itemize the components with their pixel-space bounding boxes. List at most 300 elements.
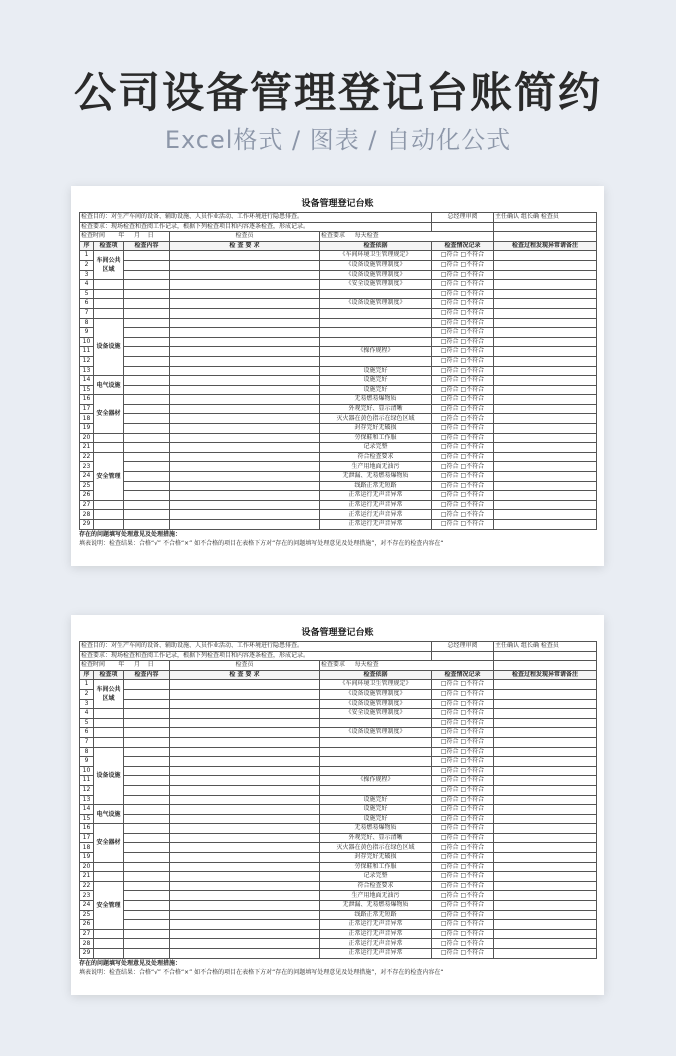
content-cell [124,891,170,901]
result-cell: □符合 □不符合 [432,689,494,699]
content-cell [124,299,170,309]
content-cell [124,814,170,824]
category-cell [94,862,124,872]
requirement-cell [170,251,320,261]
content-cell [124,901,170,911]
check-time-label: 检查时间 [81,661,106,669]
result-cell: □符合 □不符合 [432,709,494,719]
result-cell: □符合 □不符合 [432,824,494,834]
check-req-cell [320,232,494,242]
remark-cell [494,356,597,366]
content-cell [124,318,170,328]
requirement-cell [170,872,320,882]
table-row [80,939,597,949]
result-cell: □符合 □不符合 [432,424,494,434]
table-row [80,776,597,786]
basis-cell [320,356,432,366]
basis-cell: 《设备设施管理制度》 [320,299,432,309]
remark-cell [494,452,597,462]
requirement-cell [170,901,320,911]
requirement-cell [170,737,320,747]
remark-cell [494,929,597,939]
result-cell: □符合 □不符合 [432,289,494,299]
row-number: 28 [80,939,94,949]
issues-label: 存在的问题填写处理意见及处理措施： [79,530,182,538]
remark-cell [494,862,597,872]
requirement-cell [170,356,320,366]
remark-cell [494,328,597,338]
requirement-cell [170,785,320,795]
header-no: 序 [80,670,94,680]
row-number: 15 [80,814,94,824]
requirement-cell [170,433,320,443]
result-cell: □符合 □不符合 [432,280,494,290]
content-cell [124,462,170,472]
category-cell: 安全器材 [94,395,124,433]
table-row [80,862,597,872]
category-cell [94,443,124,453]
basis-cell: 《设备设施管理制度》 [320,260,432,270]
requirement-cell [170,299,320,309]
category-cell: 车间公共区域 [94,680,124,709]
remark-cell [494,910,597,920]
row-number: 7 [80,308,94,318]
remark-cell [494,424,597,434]
table-row [80,510,597,520]
table-row [80,491,597,501]
general-manager-review: 总经理审阅 [432,213,494,223]
header-requirement: 检 查 要 求 [170,670,320,680]
row-number: 15 [80,385,94,395]
basis-cell: 《车间环境卫生管理规定》 [320,251,432,261]
result-cell: □符合 □不符合 [432,939,494,949]
remark-cell [494,500,597,510]
header-item: 检查项 [94,670,124,680]
result-cell: □符合 □不符合 [432,680,494,690]
result-cell: □符合 □不符合 [432,747,494,757]
remark-cell [494,472,597,482]
ledger-preview-2 [71,615,604,995]
requirement-cell [170,805,320,815]
row-number: 9 [80,328,94,338]
remark-cell [494,280,597,290]
result-cell: □符合 □不符合 [432,472,494,482]
basis-cell: 设施完好 [320,805,432,815]
remark-cell [494,718,597,728]
remark-cell [494,901,597,911]
row-number: 18 [80,843,94,853]
requirement-cell [170,814,320,824]
table-row [80,795,597,805]
content-cell [124,853,170,863]
table-row [80,472,597,482]
table-row [80,328,597,338]
requirement-cell [170,491,320,501]
result-cell: □符合 □不符合 [432,308,494,318]
content-cell [124,520,170,530]
remark-cell [494,891,597,901]
check-requirement: 检查要求：现场检查和查阅工作记录，根据下列检查项目和内容逐条检查，形成记录。 [80,222,432,232]
result-cell: □符合 □不符合 [432,718,494,728]
row-number: 2 [80,689,94,699]
content-cell [124,260,170,270]
row-number: 19 [80,424,94,434]
content-cell [124,881,170,891]
requirement-cell [170,280,320,290]
remark-cell [494,462,597,472]
row-number: 18 [80,414,94,424]
blank-cell [494,651,597,661]
result-cell: □符合 □不符合 [432,347,494,357]
requirement-cell [170,289,320,299]
basis-cell: 正常运行无声音异常 [320,520,432,530]
basis-cell: 《安全设施管理制度》 [320,709,432,719]
basis-cell: 《操作规程》 [320,347,432,357]
content-cell [124,491,170,501]
content-cell [124,452,170,462]
table-row [80,843,597,853]
content-cell [124,289,170,299]
content-cell [124,337,170,347]
remark-cell [494,385,597,395]
requirement-cell [170,510,320,520]
requirement-cell [170,520,320,530]
table-row [80,689,597,699]
remark-cell [494,318,597,328]
result-cell: □符合 □不符合 [432,328,494,338]
requirement-cell [170,452,320,462]
check-req-label: 检查要求 [321,661,346,669]
inspector-cell: 检查员 [170,661,320,671]
remark-cell [494,680,597,690]
content-cell [124,414,170,424]
category-cell: 电气设施 [94,376,124,395]
row-number: 14 [80,805,94,815]
table-row [80,766,597,776]
basis-cell: 设施完好 [320,366,432,376]
year-label: 年 [118,232,125,240]
requirement-cell [170,699,320,709]
result-cell: □符合 □不符合 [432,853,494,863]
blank-cell [494,222,597,232]
table-row [80,424,597,434]
requirement-cell [170,443,320,453]
basis-cell: 灭火器在黄色指示在绿色区域 [320,843,432,853]
content-cell [124,795,170,805]
content-cell [124,862,170,872]
table-row [80,824,597,834]
basis-cell: 记录完整 [320,443,432,453]
table-row [80,308,597,318]
inspector-label: 检查员 [540,642,559,650]
remark-cell [494,939,597,949]
row-number: 6 [80,728,94,738]
header-content: 检查内容 [124,670,170,680]
content-cell [124,689,170,699]
content-cell [124,433,170,443]
basis-cell: 正常运行无声音异常 [320,510,432,520]
requirement-cell [170,843,320,853]
remark-cell [494,949,597,959]
row-number: 3 [80,270,94,280]
table-row [80,289,597,299]
remark-cell [494,766,597,776]
signoff-cell [494,213,597,223]
category-cell: 设备设施 [94,318,124,376]
table-row [80,699,597,709]
table-row [80,718,597,728]
content-cell [124,833,170,843]
basis-cell: 正常运行无声音异常 [320,929,432,939]
category-cell [94,718,124,728]
basis-cell: 《安全设施管理制度》 [320,280,432,290]
requirement-cell [170,776,320,786]
basis-cell: 正常运行无声音异常 [320,500,432,510]
requirement-cell [170,939,320,949]
table-row [80,299,597,309]
row-number: 23 [80,462,94,472]
remark-cell [494,520,597,530]
requirement-cell [170,500,320,510]
basis-cell [320,337,432,347]
team-leader-sign: 组长确 [520,213,539,221]
result-cell: □符合 □不符合 [432,929,494,939]
remark-cell [494,433,597,443]
requirement-cell [170,404,320,414]
header-basis: 检查依据 [320,241,432,251]
row-number: 7 [80,737,94,747]
requirement-cell [170,462,320,472]
table-row [80,366,597,376]
result-cell: □符合 □不符合 [432,881,494,891]
basis-cell [320,757,432,767]
row-number: 6 [80,299,94,309]
requirement-cell [170,747,320,757]
category-cell: 安全器材 [94,824,124,862]
remark-cell [494,376,597,386]
table-row [80,385,597,395]
row-number: 9 [80,757,94,767]
basis-cell: 无泄漏、无易燃易爆物质 [320,472,432,482]
remark-cell [494,824,597,834]
basis-cell: 符合检查要求 [320,452,432,462]
row-number: 25 [80,481,94,491]
row-number: 10 [80,766,94,776]
requirement-cell [170,318,320,328]
basis-cell: 《设备设施管理制度》 [320,728,432,738]
requirement-cell [170,680,320,690]
table-row [80,872,597,882]
day-label: 日 [147,232,154,240]
content-cell [124,376,170,386]
result-cell: □符合 □不符合 [432,891,494,901]
basis-cell: 劳保鞋和工作服 [320,433,432,443]
content-cell [124,280,170,290]
remark-cell [494,404,597,414]
remark-cell [494,251,597,261]
content-cell [124,737,170,747]
table-row [80,347,597,357]
table-row [80,318,597,328]
requirement-cell [170,308,320,318]
content-cell [124,805,170,815]
row-number: 20 [80,433,94,443]
blank-cell [494,661,597,671]
basis-cell: 《操作规程》 [320,776,432,786]
content-cell [124,757,170,767]
table-row [80,680,597,690]
remark-cell [494,795,597,805]
category-cell [94,709,124,719]
result-cell: □符合 □不符合 [432,901,494,911]
check-req-label: 检查要求 [321,232,346,240]
requirement-cell [170,337,320,347]
row-number: 27 [80,500,94,510]
content-cell [124,356,170,366]
result-cell: □符合 □不符合 [432,520,494,530]
result-cell: □符合 □不符合 [432,910,494,920]
table-row [80,443,597,453]
basis-cell: 《车间环境卫生管理规定》 [320,680,432,690]
remark-cell [494,491,597,501]
row-number: 19 [80,853,94,863]
table-row [80,881,597,891]
row-number: 10 [80,337,94,347]
requirement-cell [170,347,320,357]
requirement-cell [170,718,320,728]
requirement-cell [170,424,320,434]
basis-cell [320,766,432,776]
remark-cell [494,747,597,757]
result-cell: □符合 □不符合 [432,814,494,824]
remark-cell [494,872,597,882]
row-number: 4 [80,280,94,290]
daily-check: 每天检查 [354,661,379,669]
row-number: 27 [80,929,94,939]
requirement-cell [170,376,320,386]
content-cell [124,510,170,520]
content-cell [124,500,170,510]
basis-cell: 设施完好 [320,376,432,386]
requirement-cell [170,929,320,939]
basis-cell: 外观完好、显示清晰 [320,833,432,843]
basis-cell: 封存完好无破损 [320,424,432,434]
category-cell [94,500,124,510]
requirement-cell [170,881,320,891]
remark-cell [494,481,597,491]
fill-note: 填表说明：检查结果：合格“√” 不合格“×” 如不合格的项目在表格下方对“存在的问题填写处理意见及处理措施”，对不存在的检查内容在“ [79,968,444,976]
table-row [80,949,597,959]
content-cell [124,766,170,776]
table-row [80,853,597,863]
basis-cell [320,785,432,795]
hero-subtitle: Excel格式 / 图表 / 自动化公式 [164,126,512,154]
table-row [80,910,597,920]
header-item: 检查项 [94,241,124,251]
remark-cell [494,366,597,376]
row-number: 29 [80,949,94,959]
content-cell [124,366,170,376]
result-cell: □符合 □不符合 [432,872,494,882]
row-number: 23 [80,891,94,901]
remark-cell [494,689,597,699]
result-cell: □符合 □不符合 [432,481,494,491]
result-cell: □符合 □不符合 [432,251,494,261]
basis-cell: 《设备设施管理制度》 [320,689,432,699]
category-cell [94,949,124,959]
row-number: 8 [80,318,94,328]
result-cell: □符合 □不符合 [432,500,494,510]
table-row [80,280,597,290]
basis-cell: 设施完好 [320,795,432,805]
result-cell: □符合 □不符合 [432,376,494,386]
fill-note: 填表说明：检查结果：合格“√” 不合格“×” 如不合格的项目在表格下方对“存在的问题填写处理意见及处理措施”，对不存在的检查内容在“ [79,539,444,547]
requirement-cell [170,891,320,901]
requirement-cell [170,728,320,738]
row-number: 28 [80,510,94,520]
basis-cell: 正常运行无声音异常 [320,491,432,501]
basis-cell: 生产用地面无油污 [320,462,432,472]
team-leader-sign: 组长确 [520,642,539,650]
result-cell: □符合 □不符合 [432,452,494,462]
table-row [80,260,597,270]
row-number: 21 [80,872,94,882]
table-row [80,270,597,280]
requirement-cell [170,766,320,776]
day-label: 日 [147,661,154,669]
table-row [80,814,597,824]
inspector-label: 检查员 [540,213,559,221]
basis-cell: 《设备设施管理制度》 [320,270,432,280]
table-row [80,500,597,510]
result-cell: □符合 □不符合 [432,356,494,366]
check-time-label: 检查时间 [81,232,106,240]
result-cell: □符合 □不符合 [432,766,494,776]
result-cell: □符合 □不符合 [432,757,494,767]
remark-cell [494,737,597,747]
requirement-cell [170,366,320,376]
table-row [80,737,597,747]
remark-cell [494,785,597,795]
table-row [80,356,597,366]
remark-cell [494,757,597,767]
requirement-cell [170,481,320,491]
requirement-cell [170,260,320,270]
content-cell [124,404,170,414]
daily-check: 每天检查 [354,232,379,240]
result-cell: □符合 □不符合 [432,699,494,709]
row-number: 16 [80,824,94,834]
check-purpose: 检查目的：对生产车间的设备、辅助设施、人员作业活动、工作环境进行隐患排查。 [80,642,432,652]
row-number: 26 [80,491,94,501]
header-no: 序 [80,241,94,251]
category-cell [94,308,124,318]
row-number: 22 [80,881,94,891]
remark-cell [494,510,597,520]
remark-cell [494,843,597,853]
row-number: 5 [80,718,94,728]
table-row [80,404,597,414]
basis-cell: 劳保鞋和工作服 [320,862,432,872]
table-row [80,920,597,930]
result-cell: □符合 □不符合 [432,833,494,843]
basis-cell [320,318,432,328]
result-cell: □符合 □不符合 [432,433,494,443]
requirement-cell [170,795,320,805]
category-cell [94,872,124,882]
basis-cell [320,289,432,299]
content-cell [124,929,170,939]
